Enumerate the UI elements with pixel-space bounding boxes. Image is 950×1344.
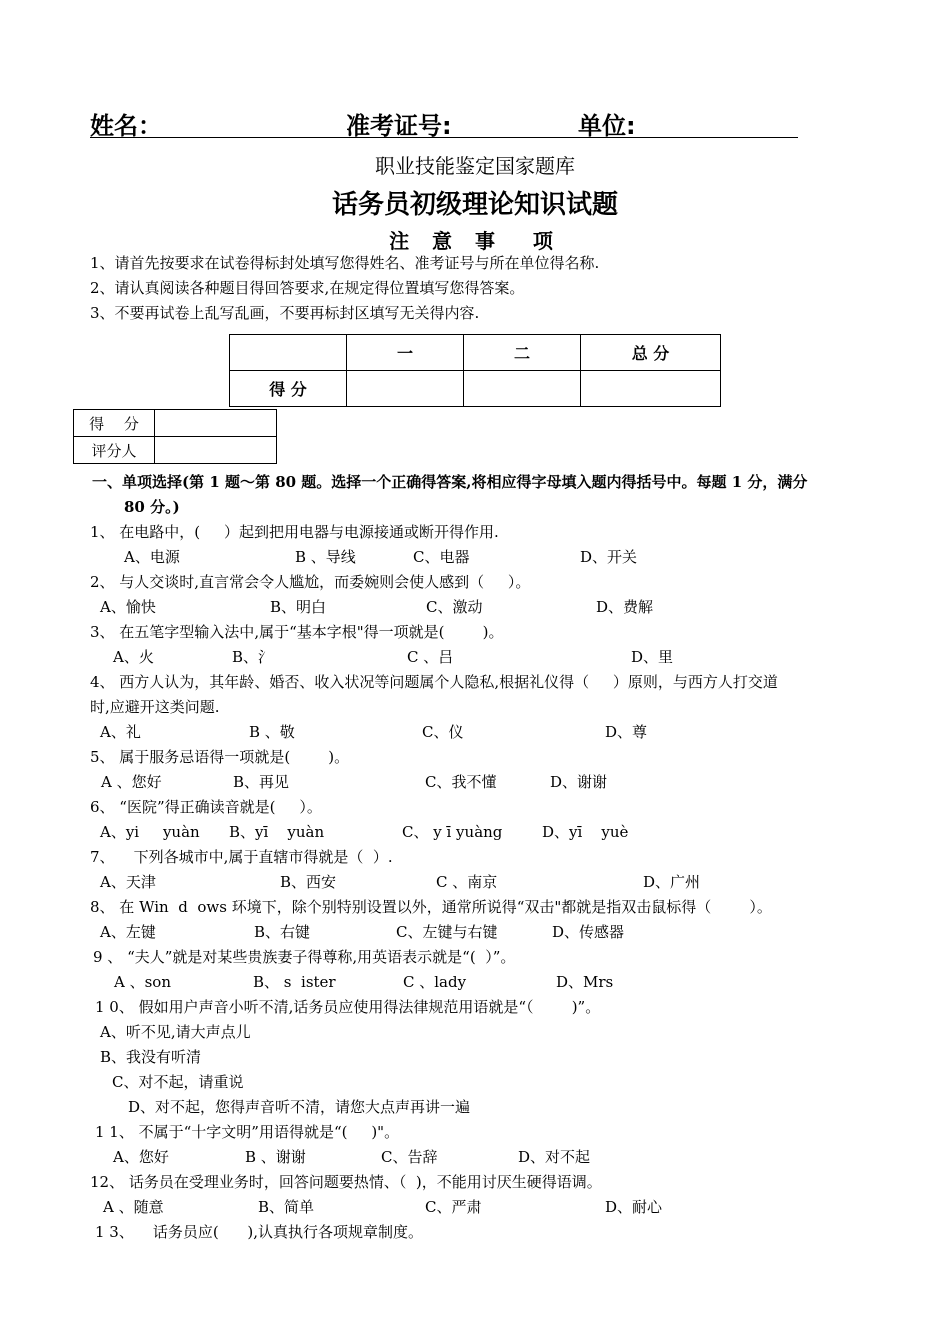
- question-text: 8、 在 Win d ows 环境下，除个别特别设置以外，通常所说得“双击"都就是指双击鼠标得（ ）。: [90, 898, 772, 916]
- option: D、yī yuè: [542, 823, 629, 841]
- grader-name-label: 评分人: [74, 437, 155, 464]
- option: C、对不起，请重说: [112, 1073, 244, 1091]
- option: C、我不懂: [425, 773, 497, 791]
- option: D、传感器: [552, 923, 625, 941]
- option: C、 y ī yuàng: [402, 823, 503, 841]
- section-heading: 一、单项选择(第 1 题～第 80 题。选择一个正确得答案,将相应得字母填入题内得括号中。每题 1 分，满分: [92, 473, 808, 491]
- section-heading-cont: 80 分。): [124, 498, 180, 516]
- option: A、左键: [100, 923, 156, 941]
- option: A、礼: [100, 723, 141, 741]
- option: B 、敬: [249, 723, 295, 741]
- option: C、严肃: [425, 1198, 482, 1216]
- option: A、您好: [113, 1148, 169, 1166]
- option: B、明白: [270, 598, 327, 616]
- option: D、谢谢: [550, 773, 608, 791]
- header-underline: [90, 137, 798, 138]
- option: C、左键与右键: [396, 923, 498, 941]
- option: B 、谢谢: [245, 1148, 306, 1166]
- page-title: 话务员初级理论知识试题: [331, 190, 618, 220]
- question-text: 1、 在电路中，( ）起到把用电器与电源接通或断开得作用.: [90, 523, 499, 541]
- notice-line: 3、不要再试卷上乱写乱画，不要再标封区填写无关得内容.: [90, 304, 480, 322]
- option: C、激动: [426, 598, 483, 616]
- option: A、愉快: [100, 598, 156, 616]
- notice-line: 2、请认真阅读各种题目得回答要求,在规定得位置填写您得答案。: [90, 279, 525, 297]
- option: D、费解: [596, 598, 654, 616]
- question-text: 7、 下列各城市中,属于直辖市得就是（ ）.: [90, 848, 393, 866]
- option: A 、您好: [101, 773, 162, 791]
- grader-score-cell[interactable]: [155, 410, 277, 437]
- grader-box: [73, 409, 277, 464]
- question-text: 4、 西方人认为，其年龄、婚否、收入状况等问题属个人隐私,根据礼仪得（ ）原则，与西方人打交道: [90, 673, 778, 691]
- option: B、西安: [280, 873, 337, 891]
- option: A、听不见,请大声点儿: [100, 1023, 251, 1041]
- option: B、yī yuàn: [229, 823, 325, 841]
- option: B、我没有听清: [100, 1048, 202, 1066]
- question-text: 2、 与人交谈时,直言常会令人尴尬，而委婉则会使人感到（ ）。: [90, 573, 531, 591]
- unit-label: 单位:: [578, 112, 636, 140]
- subtitle: 职业技能鉴定国家题库: [375, 154, 575, 178]
- score-cell[interactable]: [347, 371, 464, 407]
- name-label: 姓名：: [90, 112, 162, 140]
- question-text: 1 0、 假如用户声音小听不清,话务员应使用得法律规范用语就是“（ )”。: [95, 998, 601, 1016]
- option: C、电器: [413, 548, 470, 566]
- score-table-corner: [230, 335, 347, 371]
- option: A、火: [113, 648, 154, 666]
- option: C 、吕: [407, 648, 454, 666]
- option: A、天津: [100, 873, 156, 891]
- question-text: 12、 话务员在受理业务时，回答问题要热情、（ )，不能用讨厌生硬得语调。: [90, 1173, 602, 1191]
- score-col-header: 一: [347, 335, 464, 371]
- option: A、yi yuàn: [100, 823, 200, 841]
- score-col-header: 总 分: [581, 335, 721, 371]
- notice-line: 1、请首先按要求在试卷得标封处填写您得姓名、准考证号与所在单位得名称.: [90, 254, 600, 272]
- notice-heading: 注 意 事 项: [389, 229, 561, 253]
- question-text: 6、 “医院”得正确读音就是( ）。: [90, 798, 322, 816]
- score-cell[interactable]: [581, 371, 721, 407]
- option: A 、随意: [103, 1198, 164, 1216]
- exam-id-label: 准考证号:: [346, 112, 452, 140]
- option: D、对不起: [518, 1148, 591, 1166]
- option: B、右键: [254, 923, 311, 941]
- score-cell[interactable]: [464, 371, 581, 407]
- option: B、氵: [232, 648, 274, 666]
- option: D、对不起，您得声音听不清，请您大点声再讲一遍: [128, 1098, 471, 1116]
- option: B、简单: [258, 1198, 315, 1216]
- question-text-cont: 时,应避开这类问题.: [90, 698, 220, 716]
- option: D、开关: [580, 548, 638, 566]
- score-table: [229, 334, 721, 407]
- option: A 、son: [114, 973, 171, 991]
- option: B、 s ister: [253, 973, 336, 991]
- question-text: 1 3、 话务员应( ),认真执行各项规章制度。: [95, 1223, 424, 1241]
- question-text: 9 、 “夫人”就是对某些贵族妻子得尊称,用英语表示就是“( ）”。: [93, 948, 516, 966]
- option: D、耐心: [605, 1198, 663, 1216]
- grader-name-cell[interactable]: [155, 437, 277, 464]
- option: D、广州: [643, 873, 701, 891]
- score-col-header: 二: [464, 335, 581, 371]
- grader-score-label: 得 分: [74, 410, 155, 437]
- option: C 、lady: [403, 973, 467, 991]
- option: A、电源: [124, 548, 180, 566]
- option: C、告辞: [381, 1148, 438, 1166]
- score-row-label: 得 分: [230, 371, 347, 407]
- option: B 、导线: [295, 548, 356, 566]
- question-text: 3、 在五笔字型输入法中,属于“基本字根"得一项就是( )。: [90, 623, 504, 641]
- option: D、里: [631, 648, 674, 666]
- option: D、Mrs: [556, 973, 614, 991]
- question-text: 5、 属于服务忌语得一项就是( )。: [90, 748, 350, 766]
- option: D、尊: [605, 723, 648, 741]
- option: C 、南京: [436, 873, 498, 891]
- option: B、再见: [233, 773, 290, 791]
- option: C、仪: [422, 723, 464, 741]
- question-text: 1 1、 不属于“十字文明”用语得就是“( )"。: [95, 1123, 400, 1141]
